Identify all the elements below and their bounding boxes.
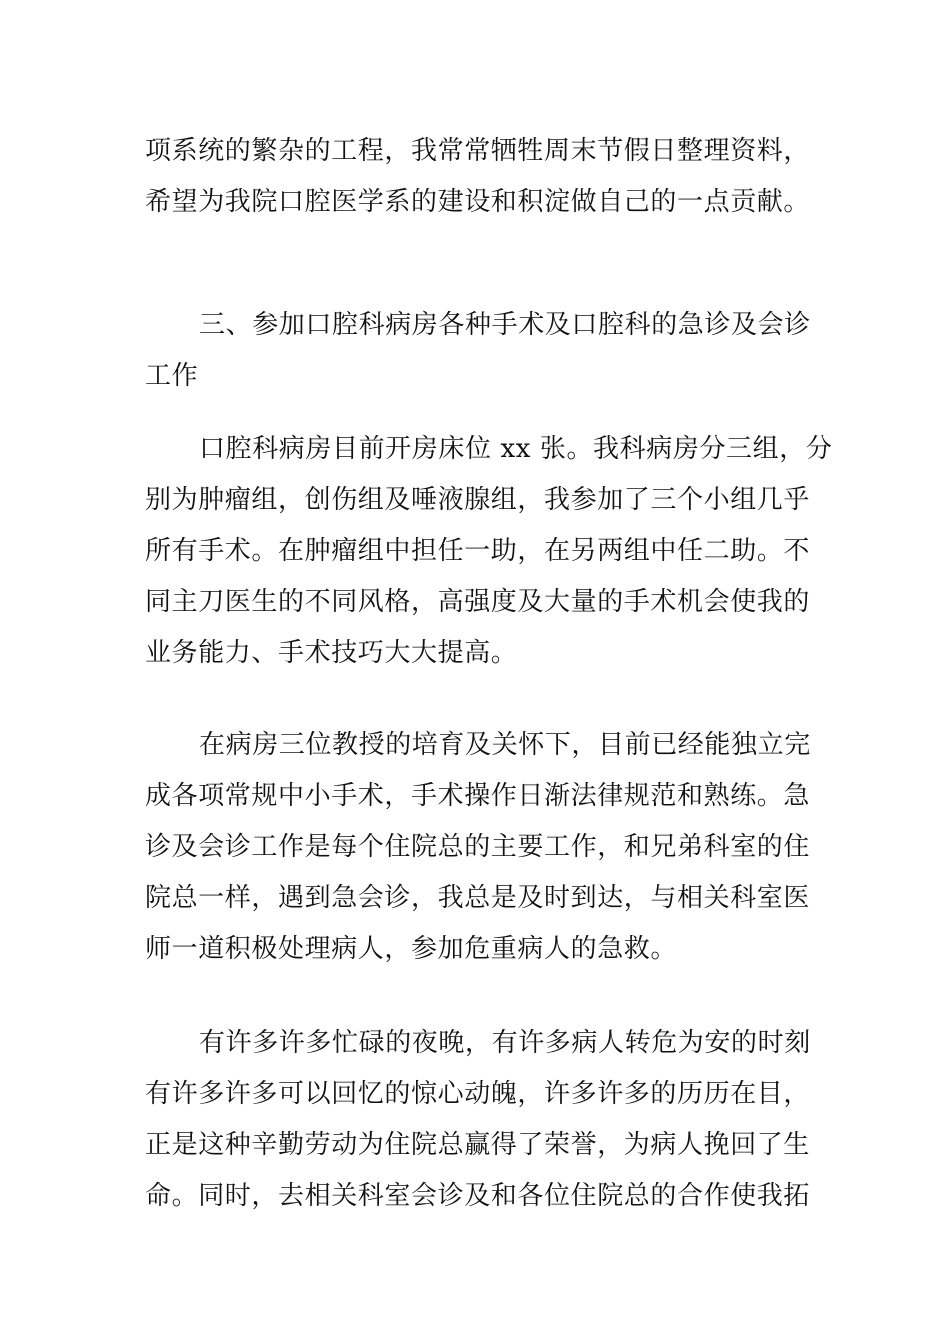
paragraph-busy-nights bbox=[145, 1018, 810, 1222]
text-line: 诊及会诊工作是每个住院总的主要工作，和兄弟科室的住 bbox=[145, 832, 811, 862]
text-line: 命。同时，去相关科室会诊及和各位住院总的合作使我拓 bbox=[145, 1181, 811, 1211]
text-line: 口腔科病房目前开房床位 xx 张。我科病房分三组，分 bbox=[199, 434, 833, 464]
text-line: 工作 bbox=[145, 361, 199, 391]
text-line: 希望为我院口腔医学系的建设和积淀做自己的一点贡献。 bbox=[145, 187, 811, 217]
section-heading-3 bbox=[145, 300, 810, 402]
text-line: 项系统的繁杂的工程，我常常牺牲周末节假日整理资料， bbox=[145, 136, 811, 166]
text-line: 同主刀医生的不同风格，高强度及大量的手术机会使我的 bbox=[145, 587, 811, 617]
text-line: 所有手术。在肿瘤组中担任一助，在另两组中任二助。不 bbox=[145, 536, 811, 566]
paragraph-ward-surgery bbox=[145, 424, 833, 679]
text-line: 师一道积极处理病人，参加危重病人的急救。 bbox=[145, 934, 678, 964]
paragraph-continuation bbox=[145, 126, 810, 228]
text-line: 有许多许多可以回忆的惊心动魄，许多许多的历历在目， bbox=[145, 1079, 811, 1109]
text-line: 正是这种辛勤劳动为住院总赢得了荣誉，为病人挽回了生 bbox=[145, 1130, 811, 1160]
text-line: 在病房三位教授的培育及关怀下，目前已经能独立完 bbox=[199, 730, 811, 760]
text-line: 业务能力、手术技巧大大提高。 bbox=[145, 638, 518, 668]
text-line: 三、参加口腔科病房各种手术及口腔科的急诊及会诊 bbox=[199, 310, 811, 340]
text-line: 成各项常规中小手术，手术操作日渐法律规范和熟练。急 bbox=[145, 781, 811, 811]
text-line: 有许多许多忙碌的夜晚，有许多病人转危为安的时刻 bbox=[199, 1028, 811, 1058]
text-line: 别为肿瘤组，创伤组及唾液腺组，我参加了三个小组几乎 bbox=[145, 485, 811, 515]
text-line: 院总一样，遇到急会诊，我总是及时到达，与相关科室医 bbox=[145, 883, 811, 913]
paragraph-consultation bbox=[145, 720, 810, 975]
